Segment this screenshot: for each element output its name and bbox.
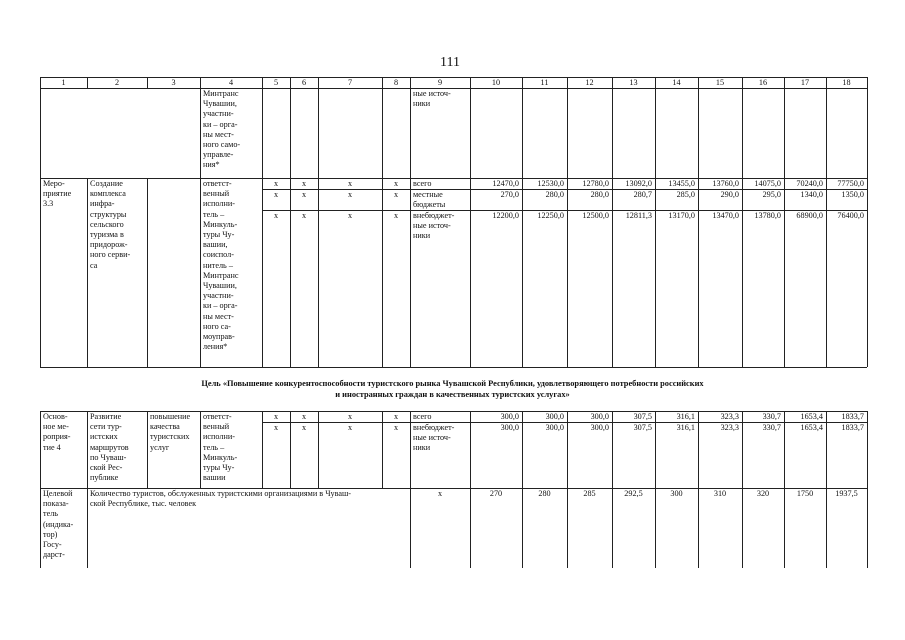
- executor-text: Минтранс: [203, 270, 239, 280]
- goal-link: услуг: [150, 442, 170, 452]
- measure-status: приятие: [43, 189, 72, 199]
- amount-cell: 13470,0: [712, 211, 739, 220]
- executor-text: Минкуль-: [203, 219, 238, 229]
- executor-text: Чувашии,: [203, 281, 237, 290]
- page-number: 111: [440, 55, 460, 70]
- executor-text: ления*: [203, 342, 228, 352]
- executor-text: Минкуль-: [203, 452, 238, 462]
- column-number: 3: [171, 78, 176, 87]
- code-cell: x: [273, 179, 279, 188]
- grid-line: [318, 88, 319, 367]
- header-grid-line: [826, 77, 827, 88]
- table-side-border: [40, 77, 41, 367]
- executor-text: моуправ-: [203, 332, 235, 341]
- indicator-status: Целевой: [43, 489, 73, 498]
- grid-line: [567, 411, 568, 488]
- grid-line: [612, 488, 613, 568]
- grid-line: [826, 411, 827, 488]
- indicator-value: 292,5: [624, 489, 643, 498]
- subrow-border: [262, 422, 867, 423]
- amount-cell: 330,7: [762, 412, 781, 421]
- executor-text: венный: [203, 189, 230, 199]
- amount-cell: 13170,0: [668, 211, 695, 220]
- measure-status: Основ-: [43, 412, 68, 421]
- header-grid-line: [87, 77, 88, 88]
- header-grid-line: [612, 77, 613, 88]
- indicator-status: (индика-: [43, 519, 74, 529]
- executor-text: туры Чу-: [203, 230, 235, 239]
- grid-line: [567, 488, 568, 568]
- grid-line: [87, 178, 88, 367]
- executor-text: соиспол-: [203, 250, 234, 260]
- grid-line: [200, 411, 201, 488]
- grid-line: [382, 411, 383, 488]
- grid-line: [612, 411, 613, 488]
- header-grid-line: [470, 77, 471, 88]
- measure-name: сельского: [90, 219, 124, 229]
- grid-line: [826, 88, 827, 367]
- code-cell: x: [347, 190, 353, 199]
- column-number: 11: [540, 78, 549, 87]
- goal-link: повышение: [150, 412, 191, 421]
- executor-text: управле-: [203, 150, 234, 160]
- measure-status: Меро-: [43, 179, 65, 188]
- grid-line: [522, 488, 523, 568]
- amount-cell: 307,5: [633, 423, 652, 432]
- funding-source: ные источ-: [413, 221, 451, 231]
- code-cell: x: [273, 423, 279, 432]
- executor-text: исполни-: [203, 199, 235, 209]
- executor-text: тель –: [203, 209, 225, 219]
- table-side-border: [40, 488, 41, 568]
- amount-cell: 316,1: [676, 412, 695, 421]
- grid-line: [655, 411, 656, 488]
- executor-text: Минтранс: [203, 89, 239, 98]
- header-grid-line: [567, 77, 568, 88]
- subrow-border: [262, 189, 867, 190]
- funding-source: ники: [413, 231, 431, 241]
- code-cell: x: [393, 423, 399, 432]
- grid-line: [382, 88, 383, 367]
- amount-cell: 12470,0: [492, 179, 519, 188]
- grid-line: [742, 88, 743, 367]
- amount-cell: 300,0: [590, 423, 609, 432]
- code-cell: x: [301, 179, 307, 188]
- grid-line: [612, 88, 613, 367]
- header-grid-line: [410, 77, 411, 88]
- executor-text: туры Чу-: [203, 463, 235, 472]
- amount-cell: 323,3: [720, 423, 739, 432]
- measure-name: туризма в: [90, 230, 124, 239]
- indicator-status: Госу-: [43, 540, 62, 549]
- code-cell: x: [393, 211, 399, 220]
- code-cell: x: [301, 412, 307, 421]
- executor-text: исполни-: [203, 432, 235, 442]
- goal-link: качества: [150, 422, 180, 432]
- code-cell: x: [301, 190, 307, 199]
- amount-cell: 285,0: [676, 190, 695, 199]
- grid-line: [698, 88, 699, 367]
- code-cell: x: [393, 412, 399, 421]
- header-grid-line: [262, 77, 263, 88]
- grid-line: [410, 88, 411, 367]
- grid-line: [655, 488, 656, 568]
- amount-cell: 295,0: [762, 190, 781, 199]
- amount-cell: 300,0: [500, 423, 519, 432]
- header-grid-line: [698, 77, 699, 88]
- code-cell: x: [393, 190, 399, 199]
- code-cell: x: [347, 211, 353, 220]
- grid-line: [87, 411, 88, 488]
- amount-cell: 12530,0: [537, 179, 564, 188]
- table-side-border: [40, 411, 41, 488]
- amount-cell: 270,0: [500, 190, 519, 199]
- indicator-value: 1937,5: [835, 489, 858, 498]
- code-cell: x: [301, 211, 307, 220]
- code-cell: x: [347, 179, 353, 188]
- grid-line: [470, 411, 471, 488]
- column-number: 12: [585, 78, 594, 87]
- code-cell: x: [301, 423, 307, 432]
- executor-text: вашии: [203, 473, 226, 483]
- measure-name: инфра-: [90, 199, 115, 209]
- executor-text: ния*: [203, 160, 220, 170]
- measure-name: придорож-: [90, 240, 128, 250]
- amount-cell: 300,0: [545, 423, 564, 432]
- indicator-value: 300: [670, 489, 683, 498]
- grid-line: [567, 88, 568, 367]
- grid-line: [698, 411, 699, 488]
- funding-source: ные источ-: [413, 89, 451, 98]
- measure-name: ного серви-: [90, 250, 131, 260]
- amount-cell: 77750,0: [837, 179, 864, 188]
- table-side-border: [867, 488, 868, 568]
- column-number: 18: [842, 78, 851, 87]
- column-number: 5: [273, 78, 279, 87]
- grid-line: [784, 488, 785, 568]
- indicator-status: тель: [43, 509, 59, 519]
- indicator-value: 285: [583, 489, 596, 498]
- column-number: 8: [393, 78, 399, 87]
- measure-name: комплекса: [90, 189, 126, 199]
- header-grid-line: [742, 77, 743, 88]
- amount-cell: 290,0: [720, 190, 739, 199]
- measure-name: истских: [90, 432, 118, 442]
- executor-text: ответст-: [203, 179, 232, 188]
- grid-line: [655, 88, 656, 367]
- grid-line: [290, 411, 291, 488]
- amount-cell: 1653,4: [800, 423, 823, 432]
- table-side-border: [867, 411, 868, 488]
- executor-text: ответст-: [203, 412, 232, 421]
- measure-name: сети тур-: [90, 422, 122, 432]
- executor-text: вашии,: [203, 240, 228, 250]
- funding-source: ники: [413, 443, 431, 453]
- column-number: 6: [301, 78, 307, 87]
- grid-line: [470, 488, 471, 568]
- indicator-status: показа-: [43, 499, 69, 509]
- amount-cell: 13780,0: [754, 211, 781, 220]
- funding-source: внебюджет-: [413, 211, 455, 220]
- executor-text: ны мест-: [203, 311, 234, 321]
- amount-cell: 12780,0: [582, 179, 609, 188]
- executor-text: венный: [203, 422, 230, 432]
- measure-name: публике: [90, 473, 119, 483]
- indicator-value: 280: [538, 489, 551, 498]
- section-border: [40, 367, 867, 368]
- column-number: 13: [629, 78, 638, 87]
- funding-source: бюджеты: [413, 200, 446, 210]
- indicator-text: ской Республике, тыс. человек: [90, 499, 197, 509]
- code-cell: x: [347, 423, 353, 432]
- goal-link: туристских: [150, 432, 190, 442]
- goal-heading: и иностранных граждан в качественных туристских услугах»: [335, 390, 570, 399]
- funding-source: всего: [413, 179, 432, 188]
- measure-name: структуры: [90, 209, 127, 219]
- indicator-value: 1750: [796, 489, 814, 498]
- amount-cell: 12250,0: [537, 211, 564, 220]
- amount-cell: 316,1: [676, 423, 695, 432]
- executor-text: Чувашии,: [203, 99, 237, 109]
- funding-source: всего: [413, 412, 432, 421]
- grid-line: [826, 488, 827, 568]
- grid-line: [698, 488, 699, 568]
- amount-cell: 280,0: [590, 190, 609, 199]
- amount-cell: 12811,3: [625, 211, 652, 220]
- amount-cell: 76400,0: [837, 211, 864, 220]
- column-number: 2: [114, 78, 120, 87]
- measure-status: тие 4: [43, 442, 61, 452]
- amount-cell: 1653,4: [800, 412, 823, 421]
- header-grid-line: [147, 77, 148, 88]
- executor-text: ного само-: [203, 140, 241, 149]
- column-number: 1: [61, 78, 66, 87]
- column-number: 4: [228, 78, 234, 87]
- indicator-text: Количество туристов, обслуженных туристскими организациями в Чуваш-: [90, 489, 352, 498]
- amount-cell: 280,0: [545, 190, 564, 199]
- column-number: 10: [491, 78, 501, 87]
- executor-text: участни-: [203, 109, 234, 119]
- grid-line: [262, 88, 263, 367]
- amount-cell: 70240,0: [796, 179, 823, 188]
- grid-line: [742, 411, 743, 488]
- grid-line: [147, 411, 148, 488]
- grid-line: [522, 88, 523, 367]
- amount-cell: 14075,0: [754, 179, 781, 188]
- code-cell: x: [273, 412, 279, 421]
- header-grid-line: [522, 77, 523, 88]
- grid-line: [147, 178, 148, 367]
- header-grid-line: [318, 77, 319, 88]
- indicator-value: 320: [756, 489, 770, 498]
- measure-name: Создание: [90, 179, 123, 188]
- measure-name: са: [90, 260, 98, 270]
- amount-cell: 1350,0: [841, 190, 864, 199]
- grid-line: [470, 88, 471, 367]
- table-side-border: [867, 77, 868, 367]
- measure-name: ской Рес-: [90, 463, 123, 472]
- grid-line: [784, 88, 785, 367]
- executor-text: участни-: [203, 291, 234, 301]
- header-grid-line: [784, 77, 785, 88]
- grid-line: [87, 488, 88, 568]
- column-number: 16: [758, 78, 768, 87]
- subrow-border: [262, 210, 867, 211]
- funding-source: ники: [413, 99, 431, 109]
- executor-text: ного са-: [203, 321, 231, 331]
- amount-cell: 330,7: [762, 423, 781, 432]
- amount-cell: 300,0: [500, 412, 519, 421]
- amount-cell: 68900,0: [796, 211, 823, 220]
- amount-cell: 1833,7: [841, 423, 864, 432]
- amount-cell: 280,7: [633, 190, 652, 199]
- funding-source: местные: [413, 190, 443, 199]
- amount-cell: 1833,7: [841, 412, 864, 421]
- amount-cell: 323,3: [720, 412, 739, 421]
- grid-line: [410, 411, 411, 488]
- column-number: 7: [347, 78, 353, 87]
- amount-cell: 300,0: [545, 412, 564, 421]
- measure-name: маршрутов: [90, 442, 129, 452]
- amount-cell: 300,0: [590, 412, 609, 421]
- executor-text: ки – орга-: [203, 301, 238, 311]
- grid-line: [200, 88, 201, 367]
- measure-status: ное ме-: [43, 422, 69, 432]
- grid-line: [522, 411, 523, 488]
- indicator-value: 310: [713, 489, 727, 498]
- grid-line: [742, 488, 743, 568]
- indicator-status: дарст-: [43, 550, 65, 560]
- funding-source: ные источ-: [413, 433, 451, 443]
- amount-cell: 12200,0: [492, 211, 519, 220]
- column-number: 15: [715, 78, 725, 87]
- code-cell: x: [273, 190, 279, 199]
- funding-source: внебюджет-: [413, 423, 455, 432]
- measure-name: Развитие: [90, 412, 122, 421]
- measure-name: по Чуваш-: [90, 452, 127, 462]
- header-grid-line: [382, 77, 383, 88]
- code-cell: x: [347, 412, 353, 421]
- header-grid-line: [290, 77, 291, 88]
- column-number: 17: [800, 78, 810, 87]
- amount-cell: 13092,0: [625, 179, 652, 188]
- executor-text: нитель –: [203, 260, 233, 270]
- goal-heading: Цель «Повышение конкурентоспособности туристского рынка Чувашской Республики, удовлетворяющего потребности российских: [201, 379, 704, 388]
- grid-line: [784, 411, 785, 488]
- measure-status: 3.3: [43, 199, 54, 209]
- executor-text: ки – орга-: [203, 119, 238, 129]
- amount-cell: 12500,0: [582, 211, 609, 220]
- measure-status: роприя-: [43, 432, 71, 442]
- indicator-value: 270: [489, 489, 503, 498]
- grid-line: [262, 411, 263, 488]
- header-grid-line: [655, 77, 656, 88]
- executor-text: ны мест-: [203, 129, 234, 139]
- code-cell: x: [437, 489, 443, 498]
- code-cell: x: [393, 179, 399, 188]
- code-cell: x: [273, 211, 279, 220]
- amount-cell: 1340,0: [800, 190, 823, 199]
- amount-cell: 13760,0: [712, 179, 739, 188]
- header-grid-line: [200, 77, 201, 88]
- amount-cell: 307,5: [633, 412, 652, 421]
- column-number: 9: [437, 78, 443, 87]
- indicator-status: тор): [43, 529, 58, 539]
- amount-cell: 13455,0: [668, 179, 695, 188]
- grid-line: [290, 88, 291, 367]
- executor-text: тель –: [203, 442, 225, 452]
- column-number: 14: [672, 78, 681, 87]
- grid-line: [318, 411, 319, 488]
- grid-line: [410, 488, 411, 568]
